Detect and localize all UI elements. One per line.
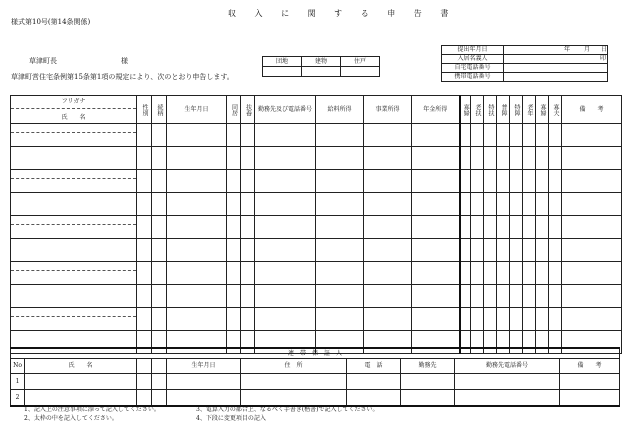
member-field[interactable] (497, 193, 510, 216)
member-field[interactable] (137, 262, 152, 285)
member-field[interactable] (523, 170, 536, 193)
member-field[interactable] (471, 170, 484, 193)
member-field[interactable] (152, 147, 167, 170)
member-field[interactable] (152, 285, 167, 308)
member-field[interactable] (241, 170, 255, 193)
member-field[interactable] (152, 262, 167, 285)
mobile-phone-field[interactable] (504, 73, 608, 82)
member-field[interactable] (549, 262, 562, 285)
sex-header: 性別 (137, 96, 152, 124)
furigana-field[interactable] (11, 170, 136, 179)
deduction-header-2: 老扶 (471, 96, 484, 124)
member-field[interactable] (562, 216, 622, 239)
note-4: 4、下段に変更項目の記入 (196, 415, 266, 422)
household-member-row (11, 239, 622, 262)
member-field[interactable] (549, 239, 562, 262)
guarantor-name-field[interactable] (25, 374, 137, 390)
business-header: 事業所得 (364, 96, 412, 124)
member-field[interactable] (316, 239, 364, 262)
member-field[interactable] (241, 193, 255, 216)
member-field[interactable] (412, 147, 460, 170)
member-field[interactable] (316, 170, 364, 193)
member-field[interactable] (227, 285, 241, 308)
member-field[interactable] (536, 124, 549, 147)
guarantor-name-field[interactable] (25, 390, 137, 407)
guarantor-field[interactable] (137, 374, 152, 390)
member-field[interactable] (562, 147, 622, 170)
pension-header: 年金所得 (412, 96, 460, 124)
member-field[interactable] (152, 216, 167, 239)
member-field[interactable] (562, 308, 622, 331)
year-label: 年 (564, 46, 571, 53)
guarantor-workplace-header: 勤務先 (401, 359, 455, 374)
guarantor-address-header: 住 所 (241, 359, 347, 374)
member-field[interactable] (460, 147, 471, 170)
member-field[interactable] (227, 239, 241, 262)
member-field[interactable] (255, 262, 316, 285)
guarantor-blank-header-2 (152, 359, 167, 374)
member-field[interactable] (167, 239, 227, 262)
household-member-row (11, 124, 622, 147)
member-field[interactable] (364, 124, 412, 147)
income-rows (11, 124, 622, 354)
member-field[interactable] (536, 308, 549, 331)
member-field[interactable] (316, 285, 364, 308)
guarantor-field[interactable] (152, 374, 167, 390)
guarantor-phone-field[interactable] (347, 390, 401, 407)
member-field[interactable] (241, 147, 255, 170)
member-field[interactable] (484, 193, 497, 216)
member-field[interactable] (484, 216, 497, 239)
member-field[interactable] (510, 170, 523, 193)
guarantor-address-field[interactable] (241, 374, 347, 390)
furigana-field[interactable] (11, 124, 136, 133)
member-field[interactable] (316, 193, 364, 216)
guarantor-blank-header-1 (137, 359, 152, 374)
member-field[interactable] (167, 262, 227, 285)
member-field[interactable] (316, 216, 364, 239)
member-field[interactable] (255, 216, 316, 239)
member-field[interactable] (227, 124, 241, 147)
member-field[interactable] (523, 262, 536, 285)
member-field[interactable] (484, 239, 497, 262)
member-field[interactable] (471, 262, 484, 285)
guarantor-workplace-field[interactable] (401, 390, 455, 407)
member-field[interactable] (523, 124, 536, 147)
deduction-header-1: 寡婦 (460, 96, 471, 124)
member-field[interactable] (412, 170, 460, 193)
member-name-field[interactable] (11, 124, 137, 147)
member-field[interactable] (460, 262, 471, 285)
household-member-row (11, 170, 622, 193)
member-field[interactable] (484, 262, 497, 285)
household-member-row (11, 285, 622, 308)
housing-category-table (262, 56, 380, 77)
member-field[interactable] (364, 216, 412, 239)
member-field[interactable] (167, 216, 227, 239)
member-field[interactable] (255, 147, 316, 170)
member-field[interactable] (484, 147, 497, 170)
category-building: 建物 (302, 57, 341, 67)
member-field[interactable] (241, 239, 255, 262)
member-field[interactable] (241, 124, 255, 147)
remarks-header: 備 考 (562, 96, 622, 124)
member-field[interactable] (152, 239, 167, 262)
member-field[interactable] (364, 170, 412, 193)
member-field[interactable] (167, 170, 227, 193)
unit-field[interactable] (341, 67, 380, 77)
member-field[interactable] (412, 124, 460, 147)
guarantor-field[interactable] (152, 390, 167, 407)
submit-date-label: 提出年月日 (442, 46, 504, 55)
member-field[interactable] (152, 124, 167, 147)
home-phone-label: 自宅電話番号 (442, 64, 504, 73)
member-field[interactable] (510, 147, 523, 170)
member-field[interactable] (536, 216, 549, 239)
guarantor-remarks-header: 備 考 (560, 359, 620, 374)
statement: 草津町営住宅条例第15条第1項の規定により、次のとおり申告します。 (11, 73, 234, 81)
member-field[interactable] (227, 262, 241, 285)
member-field[interactable] (562, 285, 622, 308)
member-field[interactable] (497, 124, 510, 147)
member-field[interactable] (255, 170, 316, 193)
member-field[interactable] (510, 239, 523, 262)
guarantor-field[interactable] (137, 390, 152, 407)
deduction-header-5: 特障 (510, 96, 523, 124)
member-field[interactable] (137, 239, 152, 262)
mobile-phone-label: 携帯電話番号 (442, 73, 504, 82)
member-field[interactable] (255, 193, 316, 216)
name-header-cell (11, 96, 137, 124)
member-field[interactable] (241, 262, 255, 285)
member-name-field[interactable] (11, 308, 137, 331)
member-field[interactable] (412, 308, 460, 331)
member-field[interactable] (510, 285, 523, 308)
category-unit: 住戸 (341, 57, 380, 67)
member-field[interactable] (364, 239, 412, 262)
relation-header: 続柄 (152, 96, 167, 124)
member-field[interactable] (167, 124, 227, 147)
member-field[interactable] (536, 147, 549, 170)
addressee: 草津町長 (29, 57, 57, 65)
member-field[interactable] (471, 216, 484, 239)
household-member-row (11, 216, 622, 239)
deduction-header-7: 寡婦 (536, 96, 549, 124)
member-field[interactable] (471, 193, 484, 216)
furigana-field[interactable] (11, 216, 136, 225)
household-member-row (11, 262, 622, 285)
home-phone-field[interactable] (504, 64, 608, 73)
member-field[interactable] (316, 262, 364, 285)
guarantor-birthdate-header: 生年月日 (167, 359, 241, 374)
day-label: 日 (601, 46, 608, 53)
member-field[interactable] (412, 262, 460, 285)
guarantor-row-number: 1 (11, 374, 25, 390)
member-field[interactable] (167, 193, 227, 216)
member-field[interactable] (364, 285, 412, 308)
guarantor-birthdate-field[interactable] (167, 390, 241, 407)
member-field[interactable] (255, 308, 316, 331)
member-field[interactable] (460, 285, 471, 308)
member-field[interactable] (460, 170, 471, 193)
member-name-change-field[interactable] (11, 285, 137, 308)
member-field[interactable] (137, 193, 152, 216)
member-name-change-field[interactable] (11, 239, 137, 262)
income-table (10, 95, 622, 354)
member-field[interactable] (549, 147, 562, 170)
member-field[interactable] (510, 124, 523, 147)
guarantor-row (11, 390, 620, 407)
building-field[interactable] (302, 67, 341, 77)
member-field[interactable] (137, 216, 152, 239)
member-field[interactable] (484, 285, 497, 308)
member-field[interactable] (137, 285, 152, 308)
member-field[interactable] (227, 308, 241, 331)
member-field[interactable] (523, 308, 536, 331)
member-field[interactable] (536, 170, 549, 193)
member-field[interactable] (460, 124, 471, 147)
submit-date-field[interactable] (504, 46, 608, 55)
member-field[interactable] (227, 193, 241, 216)
guarantor-birthdate-field[interactable] (167, 374, 241, 390)
member-field[interactable] (484, 308, 497, 331)
member-field[interactable] (412, 193, 460, 216)
form-number: 様式第10号(第14条関係) (11, 18, 91, 26)
danchi-field[interactable] (263, 67, 302, 77)
guarantor-work-phone-field[interactable] (455, 390, 560, 407)
member-field[interactable] (471, 147, 484, 170)
member-field[interactable] (255, 124, 316, 147)
member-field[interactable] (549, 193, 562, 216)
guarantor-row (11, 374, 620, 390)
member-field[interactable] (137, 147, 152, 170)
member-field[interactable] (484, 124, 497, 147)
member-field[interactable] (227, 147, 241, 170)
member-field[interactable] (510, 262, 523, 285)
member-field[interactable] (549, 124, 562, 147)
member-field[interactable] (523, 216, 536, 239)
addressee-honorific: 様 (121, 57, 128, 65)
member-field[interactable] (497, 147, 510, 170)
member-field[interactable] (497, 285, 510, 308)
deduction-header-8: 寡夫 (549, 96, 562, 124)
deduction-header-4: 普障 (497, 96, 510, 124)
member-field[interactable] (167, 308, 227, 331)
member-field[interactable] (497, 170, 510, 193)
member-field[interactable] (536, 285, 549, 308)
cohabit-header: 同居 (227, 96, 241, 124)
applicant-info-table (441, 45, 608, 82)
member-field[interactable] (497, 308, 510, 331)
member-field[interactable] (460, 239, 471, 262)
furigana-field[interactable] (11, 262, 136, 271)
note-2: 2、太枠の中を記入してください。 (24, 415, 118, 422)
member-field[interactable] (471, 285, 484, 308)
member-field[interactable] (562, 239, 622, 262)
salary-header: 給料所得 (316, 96, 364, 124)
member-field[interactable] (536, 262, 549, 285)
member-field[interactable] (241, 216, 255, 239)
guarantor-work-phone-header: 勤務先電話番号 (455, 359, 560, 374)
guarantor-name-header: 氏 名 (25, 359, 137, 374)
member-field[interactable] (316, 147, 364, 170)
member-name-change-field[interactable] (11, 147, 137, 170)
guarantor-section-title: 連 帯 保 証 人 (11, 348, 620, 359)
member-field[interactable] (137, 170, 152, 193)
member-name-field[interactable] (11, 216, 137, 239)
name-header: 氏 名 (61, 113, 86, 121)
member-field[interactable] (471, 239, 484, 262)
member-name-field[interactable] (11, 262, 137, 285)
member-field[interactable] (412, 216, 460, 239)
tenant-name-label: 入居名義人 (442, 55, 504, 64)
member-field[interactable] (316, 124, 364, 147)
member-field[interactable] (497, 262, 510, 285)
guarantor-phone-field[interactable] (347, 374, 401, 390)
guarantor-phone-header: 電 話 (347, 359, 401, 374)
member-field[interactable] (167, 147, 227, 170)
note-1: 1、記入上の注意事項に添って記入してください。 (24, 406, 160, 413)
member-field[interactable] (152, 193, 167, 216)
household-member-row (11, 308, 622, 331)
member-field[interactable] (412, 285, 460, 308)
member-field[interactable] (227, 216, 241, 239)
member-field[interactable] (510, 216, 523, 239)
category-danchi: 団地 (263, 57, 302, 67)
member-field[interactable] (497, 239, 510, 262)
member-field[interactable] (562, 262, 622, 285)
member-field[interactable] (549, 170, 562, 193)
member-field[interactable] (137, 124, 152, 147)
member-field[interactable] (549, 308, 562, 331)
member-field[interactable] (364, 193, 412, 216)
member-field[interactable] (255, 285, 316, 308)
guarantor-address-field[interactable] (241, 390, 347, 407)
member-field[interactable] (510, 308, 523, 331)
member-field[interactable] (241, 285, 255, 308)
member-field[interactable] (364, 147, 412, 170)
note-3: 3、電算入力の都合上、なるべく手書き(楷書)で記入してください。 (196, 406, 379, 413)
month-label: 月 (584, 46, 591, 53)
guarantor-remarks-field[interactable] (560, 374, 620, 390)
deduction-header-3: 特扶 (484, 96, 497, 124)
member-field[interactable] (497, 216, 510, 239)
dependent-header: 扶養 (241, 96, 255, 124)
member-field[interactable] (460, 216, 471, 239)
household-member-row (11, 193, 622, 216)
member-field[interactable] (562, 193, 622, 216)
member-field[interactable] (471, 124, 484, 147)
member-field[interactable] (523, 285, 536, 308)
member-field[interactable] (536, 239, 549, 262)
seal-label: 印 (600, 55, 607, 62)
member-name-field[interactable] (11, 170, 137, 193)
member-field[interactable] (523, 193, 536, 216)
member-field[interactable] (152, 308, 167, 331)
guarantor-no-header: No (11, 359, 25, 374)
member-field[interactable] (562, 124, 622, 147)
member-field[interactable] (227, 170, 241, 193)
member-name-change-field[interactable] (11, 193, 137, 216)
birthdate-header: 生年月日 (167, 96, 227, 124)
guarantor-work-phone-field[interactable] (455, 374, 560, 390)
member-field[interactable] (241, 308, 255, 331)
deduction-header-6: 老年 (523, 96, 536, 124)
member-field[interactable] (460, 308, 471, 331)
tenant-name-field[interactable] (504, 55, 608, 64)
furigana-field[interactable] (11, 308, 136, 317)
member-field[interactable] (412, 239, 460, 262)
member-field[interactable] (523, 239, 536, 262)
member-field[interactable] (549, 285, 562, 308)
member-field[interactable] (316, 308, 364, 331)
member-field[interactable] (137, 308, 152, 331)
member-field[interactable] (460, 193, 471, 216)
guarantor-table (10, 347, 620, 407)
member-field[interactable] (484, 170, 497, 193)
guarantor-row-number: 2 (11, 390, 25, 407)
workplace-header: 勤務先及び電話番号 (255, 96, 316, 124)
member-field[interactable] (471, 308, 484, 331)
member-field[interactable] (523, 147, 536, 170)
member-field[interactable] (152, 170, 167, 193)
member-field[interactable] (364, 262, 412, 285)
furigana-header: フリガナ (11, 99, 136, 109)
member-field[interactable] (167, 285, 227, 308)
member-field[interactable] (536, 193, 549, 216)
member-field[interactable] (510, 193, 523, 216)
guarantor-remarks-field[interactable] (560, 390, 620, 407)
guarantor-workplace-field[interactable] (401, 374, 455, 390)
member-field[interactable] (255, 239, 316, 262)
member-field[interactable] (364, 308, 412, 331)
member-field[interactable] (562, 170, 622, 193)
form-title: 収 入 に 関 す る 申 告 書 (228, 9, 457, 18)
household-member-row (11, 147, 622, 170)
member-field[interactable] (549, 216, 562, 239)
